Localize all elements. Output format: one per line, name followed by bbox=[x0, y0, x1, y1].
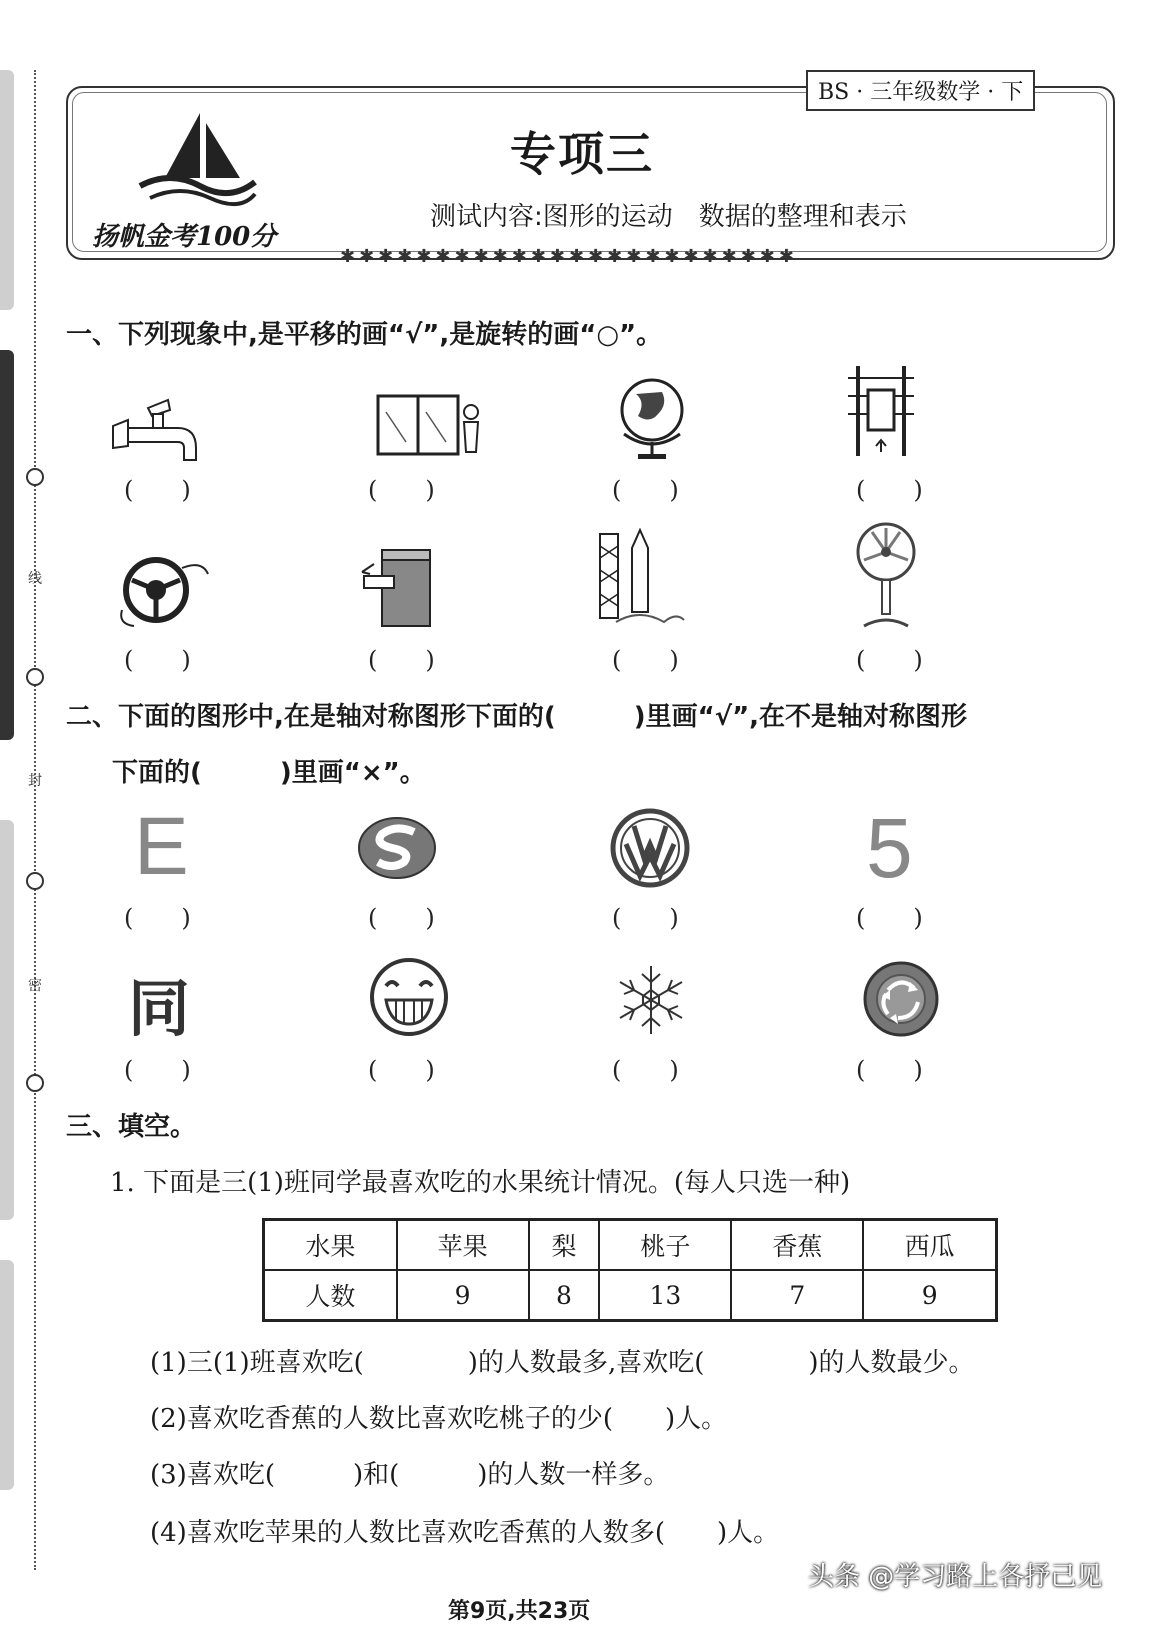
faucet-icon bbox=[108, 398, 203, 468]
brand-name: 扬帆金考100分 bbox=[92, 222, 277, 252]
side-tab-bottom bbox=[0, 1260, 14, 1490]
side-tab-middle bbox=[0, 350, 14, 740]
fan-icon bbox=[852, 520, 920, 632]
answer-paren[interactable]: ( ) bbox=[856, 1056, 923, 1084]
table-row bbox=[264, 1220, 997, 1271]
answer-paren[interactable]: ( ) bbox=[124, 646, 191, 674]
table-cell: 苹果 bbox=[397, 1220, 529, 1271]
binding-line bbox=[34, 70, 36, 1570]
q3-heading: 三、填空。 bbox=[66, 1112, 197, 1142]
answer-paren[interactable]: ( ) bbox=[368, 904, 435, 932]
page-number: 第9页,共23页 bbox=[448, 1599, 591, 1624]
q2-heading-line2: 下面的( )里画“×”。 bbox=[112, 758, 426, 788]
answer-paren[interactable]: ( ) bbox=[124, 476, 191, 504]
globe-icon bbox=[616, 374, 688, 462]
side-char-xian: 线 bbox=[28, 571, 42, 587]
answer-paren[interactable]: ( ) bbox=[124, 904, 191, 932]
s-logo-icon bbox=[356, 814, 438, 882]
answer-paren[interactable]: ( ) bbox=[612, 1056, 679, 1084]
answer-paren[interactable]: ( ) bbox=[368, 476, 435, 504]
side-tab-lower bbox=[0, 820, 14, 1220]
q3-sub4[interactable]: (4)喜欢吃苹果的人数比喜欢吃香蕉的人数多( )人。 bbox=[150, 1518, 780, 1548]
binding-hole bbox=[26, 468, 44, 486]
star-divider: ✱✱✱✱✱✱✱✱✱✱✱✱✱✱✱✱✱✱✱✱✱✱✱✱ bbox=[340, 246, 798, 267]
window-icon bbox=[376, 392, 486, 462]
side-char-feng: 封 bbox=[28, 773, 42, 789]
sailboat-logo-icon bbox=[130, 108, 260, 208]
answer-paren[interactable]: ( ) bbox=[368, 646, 435, 674]
table-cell: 人数 bbox=[264, 1270, 397, 1321]
table-cell: 梨 bbox=[529, 1220, 600, 1271]
answer-paren[interactable]: ( ) bbox=[856, 904, 923, 932]
snowflake-icon bbox=[614, 964, 688, 1036]
grade-badge: BS · 三年级数学 · 下 bbox=[806, 70, 1035, 111]
smiley-icon bbox=[368, 956, 450, 1038]
answer-paren[interactable]: ( ) bbox=[612, 904, 679, 932]
vw-logo-icon bbox=[610, 808, 690, 888]
answer-paren[interactable]: ( ) bbox=[124, 1056, 191, 1084]
table-row bbox=[264, 1270, 997, 1321]
cd-drawer-icon bbox=[360, 546, 440, 630]
side-tab-top bbox=[0, 70, 14, 310]
binding-hole bbox=[26, 668, 44, 686]
q2-heading-line1: 二、下面的图形中,在是轴对称图形下面的( )里画“√”,在不是轴对称图形 bbox=[66, 702, 968, 732]
answer-paren[interactable]: ( ) bbox=[856, 646, 923, 674]
answer-paren[interactable]: ( ) bbox=[368, 1056, 435, 1084]
answer-paren[interactable]: ( ) bbox=[856, 476, 923, 504]
binding-hole bbox=[26, 1074, 44, 1092]
fruit-table bbox=[262, 1218, 998, 1322]
letter-e: E bbox=[134, 801, 189, 892]
table-cell: 13 bbox=[599, 1270, 731, 1321]
table-cell: 香蕉 bbox=[731, 1220, 863, 1271]
table-cell: 9 bbox=[863, 1270, 996, 1321]
table-cell: 7 bbox=[731, 1270, 863, 1321]
answer-paren[interactable]: ( ) bbox=[612, 476, 679, 504]
answer-paren[interactable]: ( ) bbox=[612, 646, 679, 674]
binding-hole bbox=[26, 872, 44, 890]
elevator-icon bbox=[846, 366, 916, 458]
q3-sub2[interactable]: (2)喜欢吃香蕉的人数比喜欢吃桃子的少( )人。 bbox=[150, 1404, 728, 1434]
table-cell: 桃子 bbox=[599, 1220, 731, 1271]
watermark: 头条 @学习路上各抒己见 bbox=[808, 1562, 1103, 1592]
table-cell: 西瓜 bbox=[863, 1220, 996, 1271]
table-cell: 水果 bbox=[264, 1220, 397, 1271]
q1-heading: 一、下列现象中,是平移的画“√”,是旋转的画“○”。 bbox=[66, 320, 663, 350]
recycle-icon bbox=[862, 960, 940, 1038]
digit-5: 5 bbox=[866, 801, 913, 895]
rocket-icon bbox=[596, 528, 686, 630]
test-content: 测试内容:图形的运动 数据的整理和表示 bbox=[430, 202, 907, 232]
table-cell: 9 bbox=[397, 1270, 529, 1321]
side-char-mi: 密 bbox=[28, 978, 42, 994]
q3-sub3[interactable]: (3)喜欢吃( )和( )的人数一样多。 bbox=[150, 1460, 670, 1490]
q3-intro: 1. 下面是三(1)班同学最喜欢吃的水果统计情况。(每人只选一种) bbox=[110, 1168, 851, 1198]
steering-wheel-icon bbox=[112, 550, 210, 630]
table-cell: 8 bbox=[529, 1270, 600, 1321]
q3-sub1[interactable]: (1)三(1)班喜欢吃( )的人数最多,喜欢吃( )的人数最少。 bbox=[150, 1348, 975, 1378]
page-title: 专项三 bbox=[510, 127, 654, 181]
tong-char: 同 bbox=[128, 972, 191, 1045]
